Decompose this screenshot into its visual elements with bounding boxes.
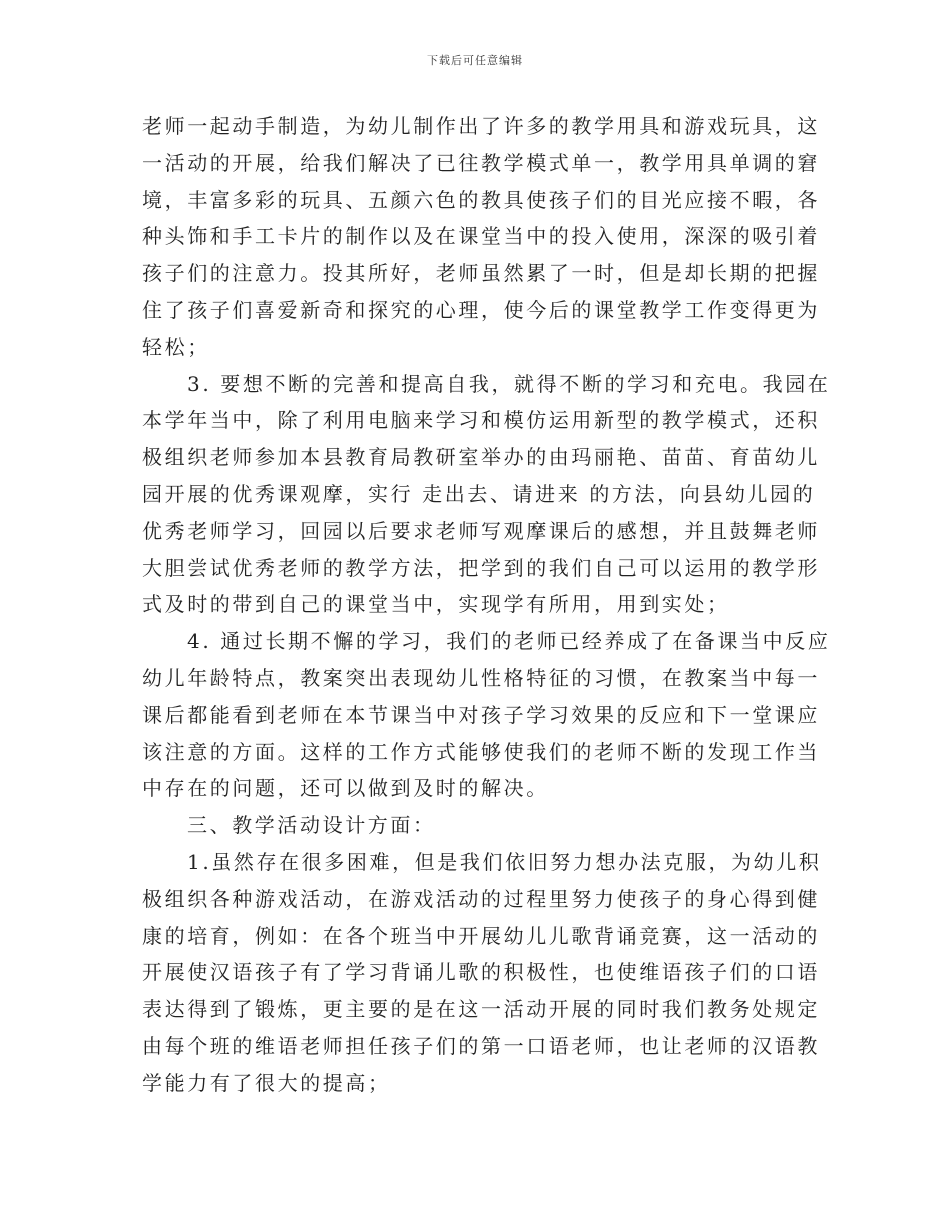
text-line: 课后都能看到老师在本节课当中对孩子学习效果的反应和下一堂课应	[142, 702, 820, 727]
text-line: 学能力有了很大的提高；	[142, 1070, 391, 1095]
text-line: 种头饰和手工卡片的制作以及在课堂当中的投入使用，深深的吸引着	[142, 224, 820, 249]
text-line: 轻松；	[142, 334, 210, 359]
text-line: 幼儿年龄特点，教案突出表现幼儿性格特征的习惯，在教案当中每一	[142, 665, 820, 690]
paragraph	[142, 807, 810, 844]
text-line: 开展使汉语孩子有了学习背诵儿歌的积极性，也使维语孩子们的口语	[142, 960, 820, 985]
text-line: 住了孩子们喜爱新奇和探究的心理，使今后的课堂教学工作变得更为	[142, 297, 820, 322]
text-line: 极组织各种游戏活动，在游戏活动的过程里努力使孩子的身心得到健	[142, 886, 820, 911]
text-line: 4. 通过长期不懈的学习，我们的老师已经养成了在备课当中反应	[187, 629, 831, 654]
paragraph	[142, 366, 831, 624]
text-line: 大胆尝试优秀老师的教学方法，把学到的我们自己可以运用的教学形	[142, 555, 820, 580]
text-line: 康的培育，例如：在各个班当中开展幼儿儿歌背诵竞赛，这一活动的	[142, 923, 820, 948]
text-line: 本学年当中，除了利用电脑来学习和模仿运用新型的教学模式，还积	[142, 408, 820, 433]
paragraph	[142, 108, 820, 366]
page-header: 下载后可任意编辑	[427, 54, 523, 67]
text-line: 该注意的方面。这样的工作方式能够使我们的老师不断的发现工作当	[142, 739, 820, 764]
text-line: 1.虽然存在很多困难，但是我们依旧努力想办法克服，为幼儿积	[187, 849, 822, 874]
text-line: 由每个班的维语老师担任孩子们的第一口语老师，也让老师的汉语教	[142, 1033, 820, 1058]
text-line: 式及时的带到自己的课堂当中，实现学有所用，用到实处；	[142, 592, 730, 617]
text-line: 优秀老师学习，回园以后要求老师写观摩课后的感想，并且鼓舞老师	[142, 518, 820, 543]
paragraph	[142, 844, 822, 1102]
paragraph	[142, 623, 831, 807]
text-line: 一活动的开展，给我们解决了已往教学模式单一，教学用具单调的窘	[142, 150, 820, 175]
text-line: 三、教学活动设计方面：	[187, 813, 436, 838]
text-line: 境，丰富多彩的玩具、五颜六色的教具使孩子们的目光应接不暇，各	[142, 187, 820, 212]
text-line: 表达得到了锻炼，更主要的是在这一活动开展的同时我们教务处规定	[142, 997, 820, 1022]
text-line: 中存在的问题，还可以做到及时的解决。	[142, 776, 549, 801]
text-line: 极组织老师参加本县教育局教研室举办的由玛丽艳、苗苗、育苗幼儿	[142, 445, 820, 470]
text-line: 孩子们的注意力。投其所好，老师虽然累了一时，但是却长期的把握	[142, 261, 820, 286]
text-line: 老师一起动手制造，为幼儿制作出了许多的教学用具和游戏玩具，这	[142, 114, 820, 138]
text-line: 园开展的优秀课观摩，实行 走出去、请进来 的方法，向县幼儿园的	[142, 481, 816, 506]
text-line: 3. 要想不断的完善和提高自我，就得不断的学习和充电。我园在	[187, 371, 831, 396]
document-body	[142, 108, 831, 1102]
